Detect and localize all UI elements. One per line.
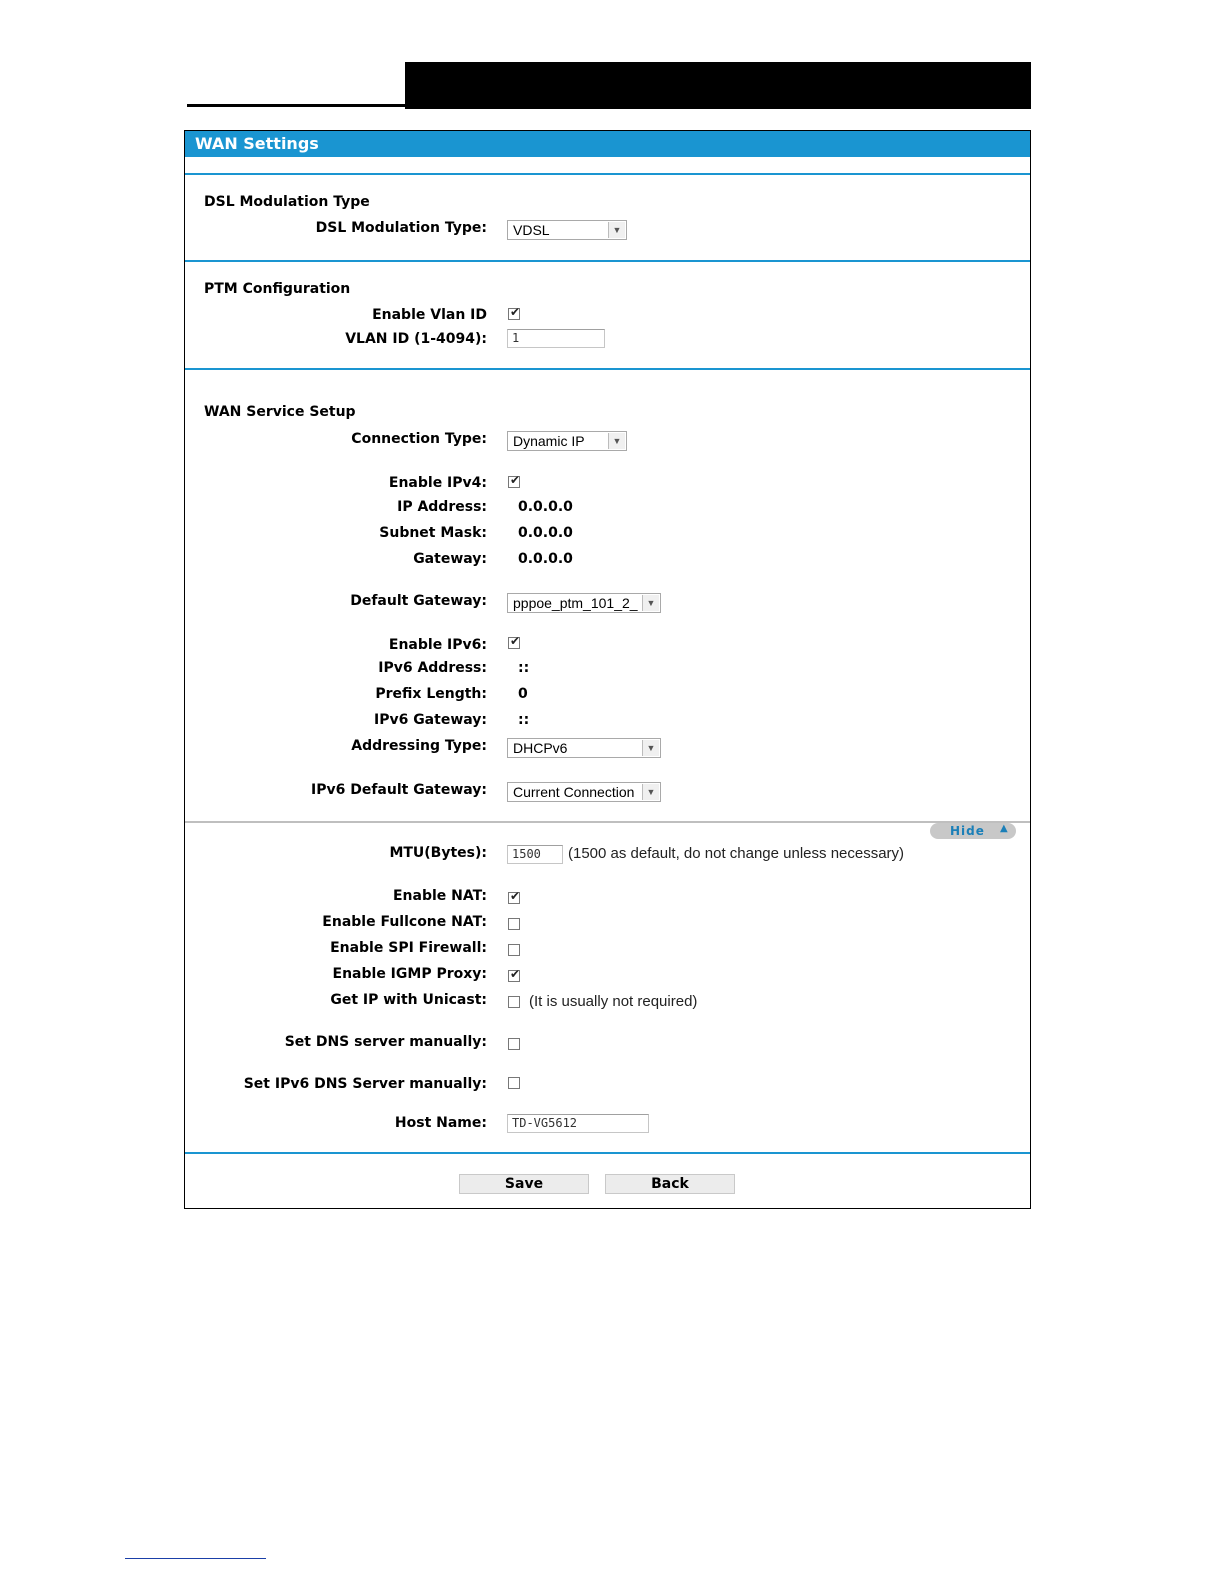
ipv6-checkbox[interactable] (508, 634, 521, 649)
dsl-type-value: VDSL (513, 222, 550, 238)
checkmark-icon: ✔ (510, 473, 521, 487)
section-wan-title: WAN Service Setup (204, 404, 356, 420)
page-title: WAN Settings (195, 134, 319, 153)
addressing-type-label: Addressing Type: (351, 738, 487, 754)
title-bar (185, 131, 1030, 157)
ipv6-gateway-value: :: (518, 712, 530, 728)
header-bar (405, 62, 1031, 109)
chevron-down-icon: ▼ (608, 222, 625, 238)
vlan-enable-label: Enable Vlan ID (372, 307, 487, 323)
host-name-label: Host Name: (394, 1115, 487, 1131)
conn-type-select[interactable] (507, 431, 627, 451)
chevron-down-icon: ▼ (642, 784, 659, 800)
ipv6-address-label: IPv6 Address: (378, 660, 487, 676)
vlan-enable-checkbox[interactable] (508, 305, 521, 320)
igmp-proxy-checkbox[interactable] (508, 967, 521, 982)
hide-advanced-button[interactable] (930, 823, 1016, 839)
chevron-down-icon: ▼ (642, 595, 659, 611)
checkmark-icon: ✔ (510, 889, 521, 903)
unicast-note: (It is usually not required) (529, 993, 698, 1010)
gateway-label: Gateway: (413, 551, 487, 567)
ipv6-default-gw-label: IPv6 Default Gateway: (311, 782, 487, 798)
ipv6-label: Enable IPv6: (388, 637, 487, 653)
vlan-id-label: VLAN ID (1-4094): (345, 331, 487, 347)
dsl-type-label: DSL Modulation Type: (315, 220, 487, 236)
ipv6-dns-manual-label: Set IPv6 DNS Server manually: (243, 1076, 487, 1092)
prefix-length-value: 0 (518, 686, 528, 702)
ipv6-dns-manual-checkbox[interactable] (508, 1077, 520, 1089)
ipv4-checkbox[interactable] (508, 473, 521, 488)
spi-firewall-label: Enable SPI Firewall: (330, 940, 487, 956)
ipv4-label: Enable IPv4: (388, 475, 487, 491)
mtu-input[interactable]: 1500 (507, 845, 563, 864)
nat-checkbox[interactable] (508, 889, 521, 904)
unicast-label: Get IP with Unicast: (330, 992, 487, 1008)
checkmark-icon: ✔ (510, 305, 521, 319)
fullcone-nat-label: Enable Fullcone NAT: (322, 914, 487, 930)
spi-firewall-checkbox[interactable] (508, 944, 520, 956)
dns-manual-label: Set DNS server manually: (284, 1034, 487, 1050)
gateway-value: 0.0.0.0 (518, 551, 573, 567)
divider (185, 821, 1030, 823)
host-name-input[interactable]: TD-VG5612 (507, 1114, 649, 1133)
vlan-id-input[interactable]: 1 (507, 329, 605, 348)
chevron-down-icon: ▼ (642, 740, 659, 756)
checkmark-icon: ✔ (510, 634, 521, 648)
nat-label: Enable NAT: (392, 888, 487, 904)
ipv6-address-value: :: (518, 660, 530, 676)
ipv6-default-gw-select[interactable] (507, 782, 661, 802)
divider (185, 1152, 1030, 1154)
conn-type-label: Connection Type: (351, 431, 487, 447)
checkmark-icon: ✔ (510, 967, 521, 981)
divider (185, 368, 1030, 370)
ip-label: IP Address: (397, 499, 487, 515)
mask-label: Subnet Mask: (379, 525, 487, 541)
chevron-up-icon: ▲ (1000, 823, 1008, 834)
fullcone-nat-checkbox[interactable] (508, 918, 520, 930)
igmp-proxy-label: Enable IGMP Proxy: (332, 966, 487, 982)
footer-underline (125, 1558, 266, 1559)
ipv6-default-gw-value: Current Connection (513, 784, 635, 800)
default-gw-label: Default Gateway: (350, 593, 487, 609)
wan-settings-panel (184, 130, 1031, 1209)
prefix-length-label: Prefix Length: (375, 686, 487, 702)
unicast-checkbox[interactable] (508, 996, 520, 1008)
ipv6-gateway-label: IPv6 Gateway: (373, 712, 487, 728)
divider (185, 260, 1030, 262)
header-underline (187, 104, 407, 107)
dns-manual-checkbox[interactable] (508, 1038, 520, 1050)
addressing-type-select[interactable] (507, 738, 661, 758)
conn-type-value: Dynamic IP (513, 433, 585, 449)
ip-value: 0.0.0.0 (518, 499, 573, 515)
hide-label: Hide (950, 824, 985, 838)
mtu-label: MTU(Bytes): (389, 845, 487, 861)
default-gw-value: pppoe_ptm_101_2_ (513, 595, 638, 611)
section-ptm-title: PTM Configuration (204, 281, 351, 297)
back-button[interactable]: Back (605, 1174, 735, 1194)
mask-value: 0.0.0.0 (518, 525, 573, 541)
chevron-down-icon: ▼ (608, 433, 625, 449)
section-dsl-title: DSL Modulation Type (204, 194, 370, 210)
save-button[interactable]: Save (459, 1174, 589, 1194)
addressing-type-value: DHCPv6 (513, 740, 568, 756)
mtu-note: (1500 as default, do not change unless necessary) (568, 845, 905, 862)
dsl-type-select[interactable] (507, 220, 627, 240)
default-gw-select[interactable] (507, 593, 661, 613)
divider (185, 173, 1030, 175)
